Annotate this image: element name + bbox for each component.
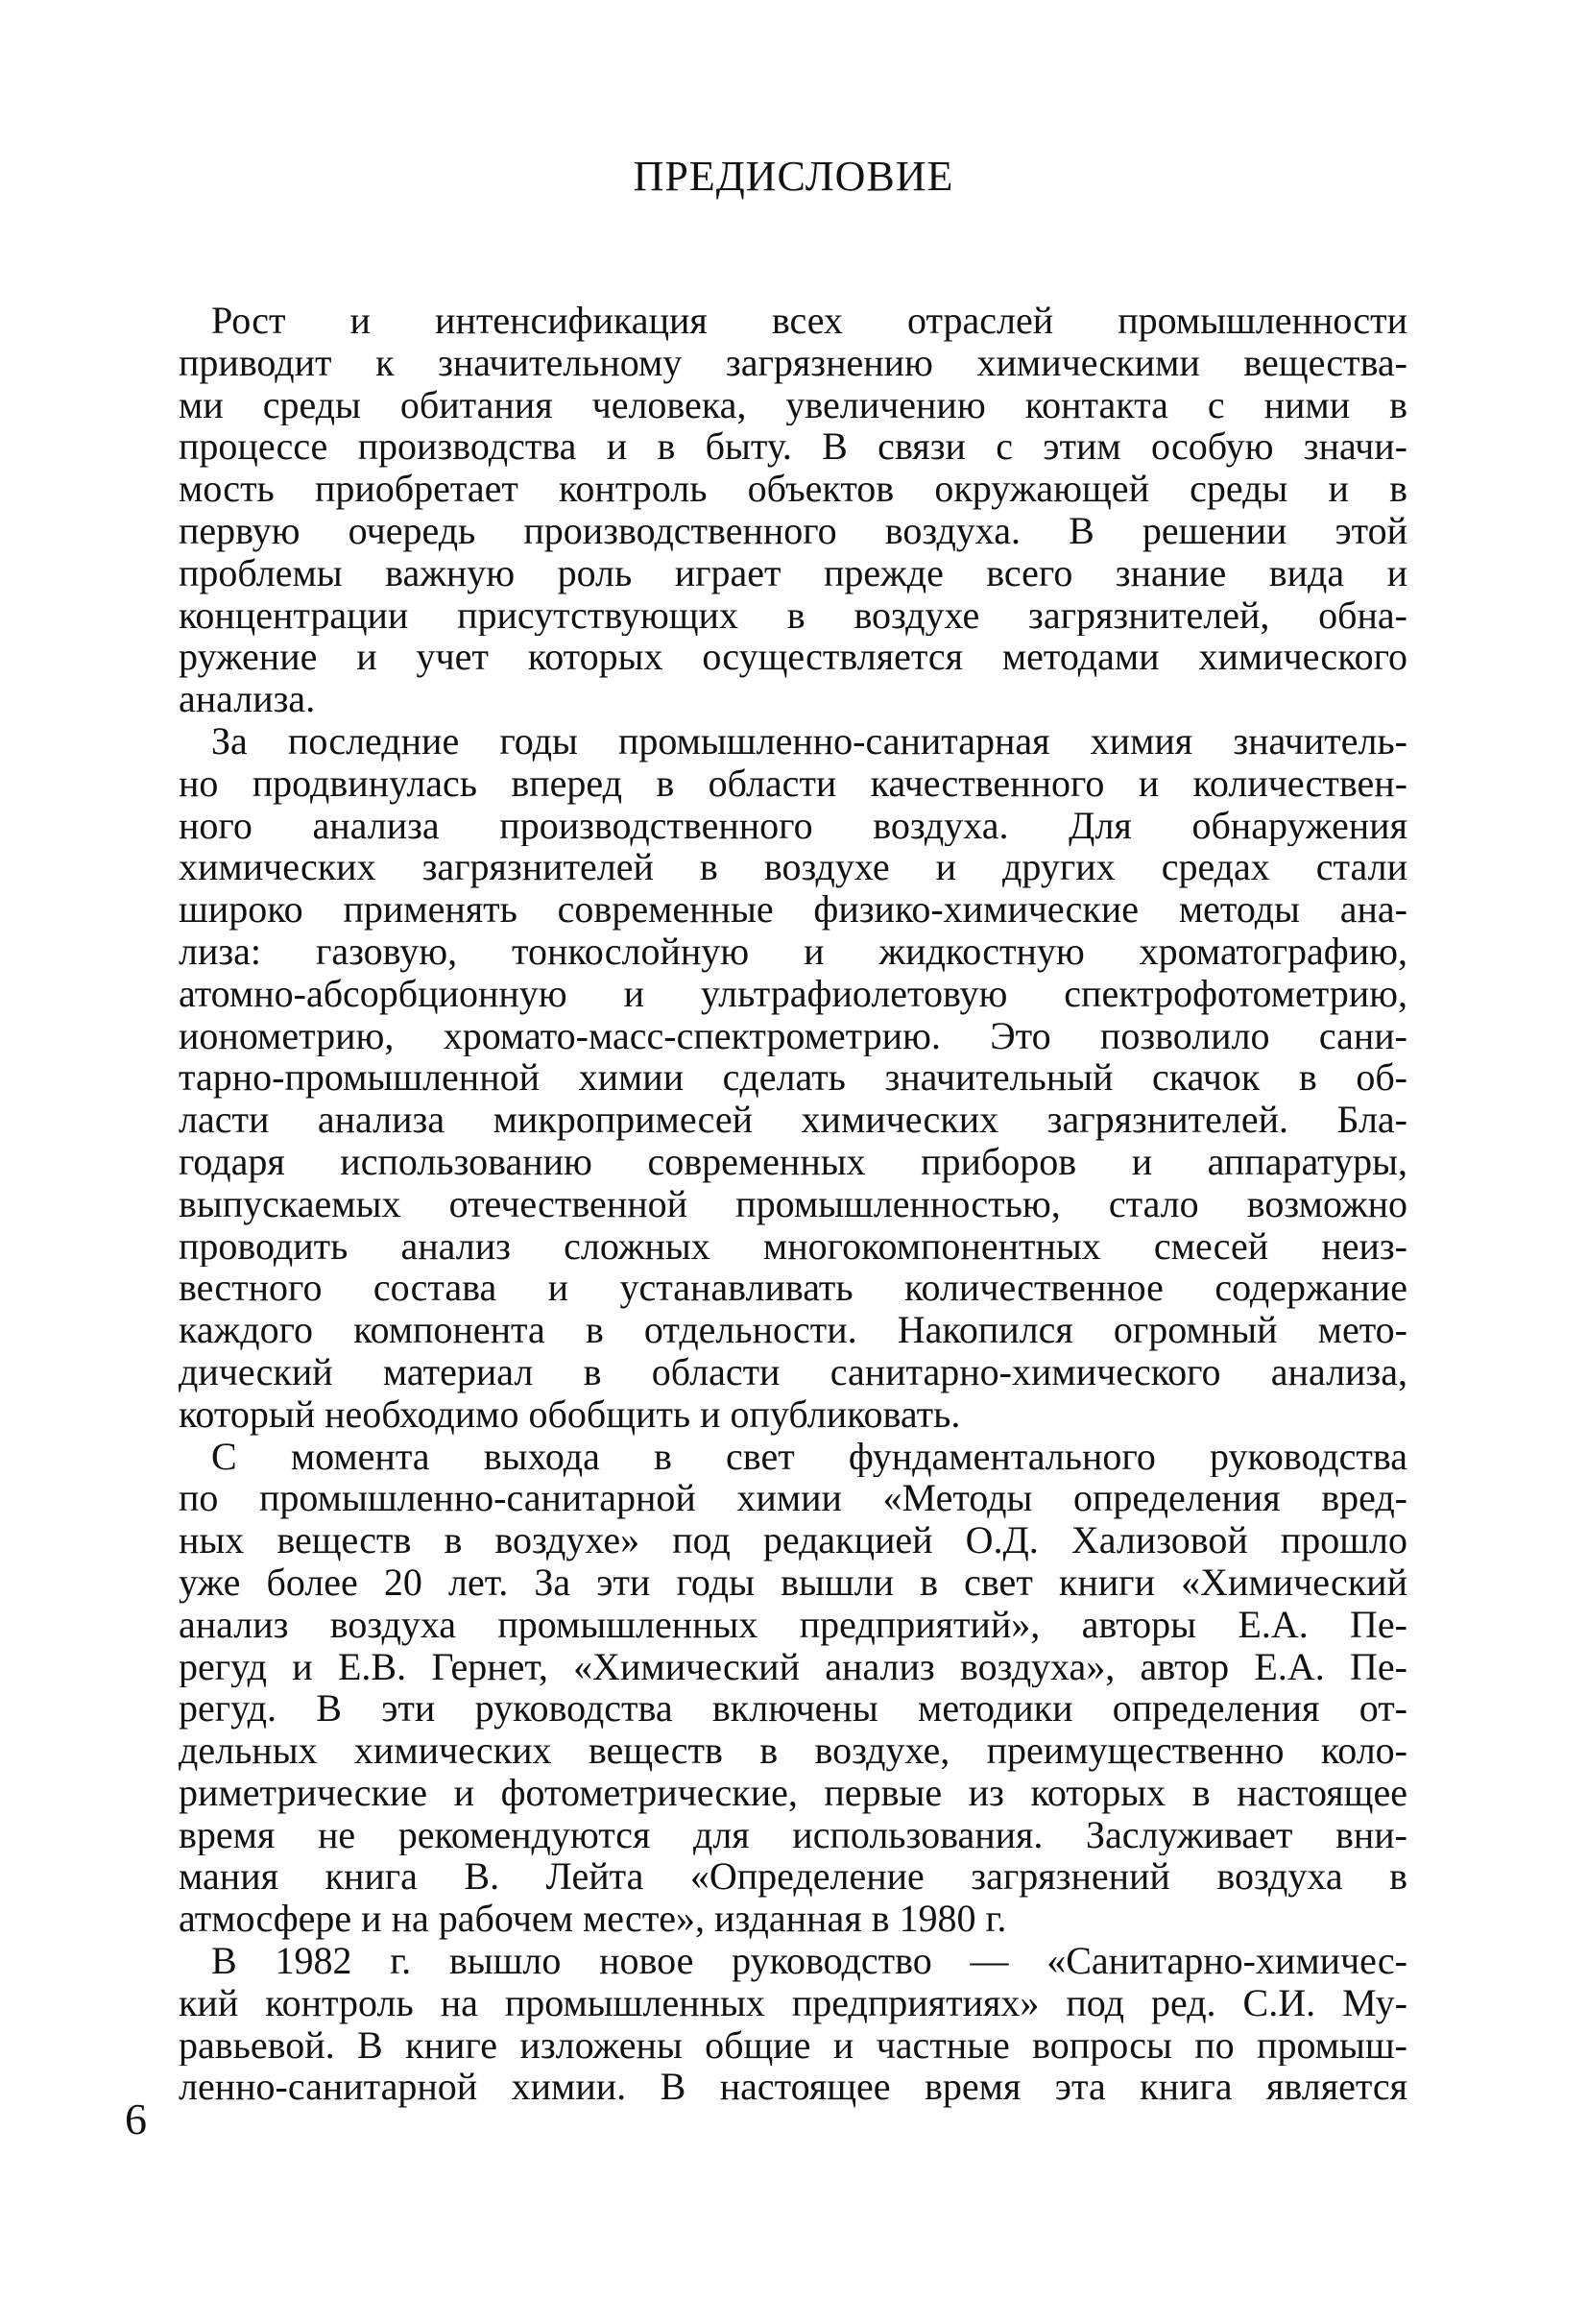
text-line: равьевой. В книге изложены общие и частные вопросы по промыш- [179,2023,1407,2067]
text-line: приводит к значительному загрязнению химическими вещества- [179,341,1407,384]
text-line: С момента выхода в свет фундаментального руководства [211,1435,1407,1478]
text-line: процессе производства и в быту. В связи с этим особую значи- [179,425,1407,469]
text-line: мания книга В. Лейта «Определение загрязнений воздуха в [179,1855,1407,1899]
text-line: риметрические и фотометрические, первые из которых в настоящее [179,1771,1407,1814]
text-line: ласти анализа микропримесей химических загрязнителей. Бла- [179,1099,1407,1141]
text-line: Рост и интенсификация всех отраслей промышленности [211,300,1407,342]
text-line: каждого компонента в отдельности. Накопился огромный мето- [179,1309,1407,1351]
text-line: атмосфере и на рабочем месте», изданная в 1980 г. [179,1898,1007,1941]
text-line: проводить анализ сложных многокомпонентных смесей неиз- [179,1224,1407,1268]
page-title: ПРЕДИСЛОВИЕ [633,153,954,200]
text-line: ружение и учет которых осуществляется методами химического [179,636,1407,679]
body-text [179,300,1407,2108]
text-line: мость приобретает контроль объектов окружающей среды и в [179,468,1407,510]
text-line: уже более 20 лет. За эти годы вышли в свет книги «Химический [179,1561,1407,1604]
text-line: вестного состава и устанавливать количественное содержание [179,1267,1407,1310]
text-line: В 1982 г. вышло новое руководство — «Санитарно-химичес- [211,1940,1407,1982]
text-line: первую очередь производственного воздуха. В решении этой [179,509,1407,552]
text-line: ленно-санитарной химии. В настоящее время эта книга является [179,2066,1407,2109]
text-line: тарно-промышленной химии сделать значительный скачок в об- [179,1056,1407,1100]
text-line: химических загрязнителей в воздухе и других средах стали [179,846,1407,889]
text-line: концентрации присутствующих в воздухе загрязнителей, обна- [179,593,1407,637]
text-line: анализа. [179,678,316,720]
text-line: кий контроль на промышленных предприятиях» под ред. С.И. Му- [179,1981,1407,2024]
text-line: дельных химических веществ в воздухе, преимущественно коло- [179,1730,1407,1772]
text-line: ионометрию, хромато-масс-спектрометрию. Это позволило сани- [179,1014,1407,1057]
page-number: 6 [125,2094,147,2143]
text-line: но продвинулась вперед в области качественного и количествен- [179,762,1407,805]
text-line: анализ воздуха промышленных предприятий», авторы Е.А. Пе- [179,1603,1407,1646]
text-line: по промышленно-санитарной химии «Методы определения вред- [179,1477,1407,1520]
text-line: дический материал в области санитарно-химического анализа, [179,1350,1407,1393]
text-line: проблемы важную роль играет прежде всего знание вида и [179,551,1407,594]
text-line: атомно-абсорбционную и ультрафиолетовую спектрофотометрию, [179,972,1407,1015]
text-line: лиза: газовую, тонкослойную и жидкостную хроматографию, [179,930,1407,973]
text-line: годаря использованию современных приборов и аппаратуры, [179,1140,1407,1183]
text-line: который необходимо обобщить и опубликовать. [179,1392,961,1436]
text-line: регуд. В эти руководства включены методики определения от- [179,1687,1407,1731]
text-line: регуд и Е.В. Гернет, «Химический анализ воздуха», автор Е.А. Пе- [179,1645,1407,1688]
text-line: время не рекомендуются для использования. Заслуживает вни- [179,1813,1407,1856]
text-line: ных веществ в воздухе» под редакцией О.Д. Хализовой прошло [179,1519,1407,1561]
text-line: За последние годы промышленно-санитарная химия значитель- [211,719,1407,763]
text-line: ного анализа производственного воздуха. Для обнаружения [179,804,1407,847]
text-line: широко применять современные физико-химические методы ана- [179,888,1407,931]
text-line: выпускаемых отечественной промышленностью, стало возможно [179,1182,1407,1225]
text-line: ми среды обитания человека, увеличению контакта с ними в [179,383,1407,426]
